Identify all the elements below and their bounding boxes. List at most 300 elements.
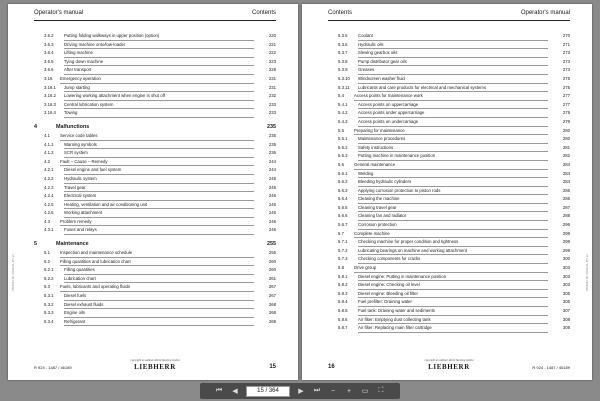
toc-entry-number: 5.1 xyxy=(44,250,50,256)
header-right-text: Operator's manual xyxy=(520,10,570,16)
toc-entry-number: 4.2 xyxy=(44,158,50,164)
toc-entry-title: Access points under uppercarriage xyxy=(358,109,548,118)
toc-entry[interactable] xyxy=(34,132,276,141)
toc-entry-title: Jump starting xyxy=(64,84,254,93)
toc-entry-page: 288 xyxy=(562,213,570,219)
toc-entry-page: 228 xyxy=(268,67,276,73)
toc-entry-title: Tying down machine xyxy=(64,58,254,67)
toc-entry-page: 275 xyxy=(562,75,570,81)
toc-entry-title: Cleaning fan and radiator xyxy=(358,212,548,221)
toc-entry-page: 282 xyxy=(562,153,570,159)
header-right-text: Contents xyxy=(251,10,276,16)
toc-entry-page: 273 xyxy=(562,58,570,64)
toc-entry[interactable] xyxy=(328,161,570,170)
toc-entry-title: Lowering working attachment when engine is shut off xyxy=(64,92,254,101)
side-margin-text: 27015A / 00 / 2014-01-15 / en xyxy=(585,254,589,292)
toc-entry[interactable] xyxy=(34,309,276,318)
toc-entry-title: Filling quantities xyxy=(64,266,254,275)
toc-entry[interactable] xyxy=(34,84,276,93)
toc-entry-page: 268 xyxy=(268,310,276,316)
toc-entry-page: 287 xyxy=(562,204,570,210)
toc-entry[interactable] xyxy=(34,122,276,132)
toc-entry-page: 245 xyxy=(268,175,276,181)
toc-entry-page: 246 xyxy=(268,218,276,224)
toc-entry-page: 255 xyxy=(267,241,276,248)
toc-entry[interactable] xyxy=(328,307,570,316)
toc-entry-number: 5.8 xyxy=(338,265,344,271)
toc-entry-number: 3.16.3 xyxy=(44,101,56,107)
toc-entry-title: SCR system xyxy=(64,149,254,158)
toc-entry-number: 5.3.1 xyxy=(44,293,54,299)
toc-entry-number: 5.2.2 xyxy=(44,275,54,281)
toc-entry-number: 4.1.1 xyxy=(44,141,54,147)
toc-entry-number: 5.3.5 xyxy=(338,33,348,38)
toc-entry[interactable] xyxy=(34,209,276,218)
toc-entry-number: 5.7.1 xyxy=(338,239,348,245)
toc-entry-title: General maintenance xyxy=(354,161,548,170)
toc-entry-title: Diesel engine: Checking oil level xyxy=(358,281,548,290)
toc-entry-title: Cleaning travel gear xyxy=(358,204,548,213)
toc-entry-page: 286 xyxy=(562,196,570,202)
toc-entry-page: 308 xyxy=(562,325,570,331)
toc-entry-number: 5.8.3 xyxy=(338,290,348,296)
toc-entry-number: 3.16 xyxy=(44,75,53,81)
toc-entry-number: 5.3.11 xyxy=(338,84,350,90)
toc-entry[interactable] xyxy=(328,58,570,67)
toc-entry[interactable] xyxy=(328,316,570,325)
page-number-field[interactable]: 15 / 364 xyxy=(246,386,290,397)
toc-entry[interactable] xyxy=(34,292,276,301)
toc-entry-page: 235 xyxy=(267,123,276,130)
toc-entry-number: 5.8.6 xyxy=(338,316,348,322)
toc-entry-page: 233 xyxy=(268,101,276,107)
zoom-in-icon[interactable]: + xyxy=(346,387,352,395)
toc-entry-number: 4.2.4 xyxy=(44,193,54,199)
toc-entry-page: 271 xyxy=(562,41,570,47)
toc-entry-number: 5.3.6 xyxy=(338,41,348,47)
toc-entry[interactable] xyxy=(34,301,276,310)
toc-entry-number: 5.3.7 xyxy=(338,50,348,56)
header-left-text: Contents xyxy=(328,10,353,16)
toc-entry-title: Diesel engine and fuel system xyxy=(64,166,254,175)
toc-entry[interactable] xyxy=(34,92,276,101)
toc-entry-title: Malfunctions xyxy=(56,123,90,130)
toc-entry[interactable] xyxy=(328,75,570,84)
toc-entry[interactable] xyxy=(34,101,276,110)
page-header xyxy=(328,10,570,21)
toc-entry[interactable] xyxy=(328,170,570,179)
toc-entry-title: Bleeding hydraulic cylinders xyxy=(358,178,548,187)
toc-entry-page: 268 xyxy=(268,301,276,307)
toc-entry-page: 279 xyxy=(562,118,570,124)
toc-entry[interactable] xyxy=(328,101,570,110)
toc-entry-title: Cleaning the machine xyxy=(358,195,548,204)
toc-entry-number: 3.6.4 xyxy=(44,50,54,56)
toc-entry-number: 5.4.2 xyxy=(338,110,348,116)
toc-entry[interactable] xyxy=(328,281,570,290)
toc-entry-number: 3.16.1 xyxy=(44,84,56,90)
toc-entry-page: 244 xyxy=(268,158,276,164)
toc-entry-number: 4.2.5 xyxy=(44,201,54,207)
toc-entry[interactable] xyxy=(328,32,570,41)
toc-entry[interactable] xyxy=(34,239,276,249)
left-page xyxy=(8,4,298,380)
toc-entry-page: 267 xyxy=(268,284,276,290)
toc-entry-number: 5.3.8 xyxy=(338,58,348,64)
toc-entry[interactable] xyxy=(34,141,276,150)
toc-entry[interactable] xyxy=(328,212,570,221)
toc-entry-page: 260 xyxy=(268,258,276,264)
toc-entry-page: 233 xyxy=(268,110,276,116)
toc-entry-number: 5.3.10 xyxy=(338,75,350,81)
toc-entry-number: 5.7 xyxy=(338,230,344,236)
toc-entry[interactable] xyxy=(328,204,570,213)
toc-entry[interactable] xyxy=(328,221,570,230)
toc-entry-number: 5.8.4 xyxy=(338,299,348,305)
toc-entry-page: 299 xyxy=(562,239,570,245)
toc-entry-title: Hydraulic oils xyxy=(358,41,548,50)
toc-entry-number: 3.6.3 xyxy=(44,41,54,47)
toc-entry-title: Fuses and relays xyxy=(64,226,254,235)
toc-entry[interactable] xyxy=(328,187,570,196)
toc-entry-title: Maintenance xyxy=(56,241,89,248)
toc-entry[interactable] xyxy=(328,290,570,299)
toc-entry-page: 299 xyxy=(562,230,570,236)
toc-entry[interactable] xyxy=(34,49,276,58)
toc-entry-number: 5.7.3 xyxy=(338,256,348,262)
toc-entry-number: 5 xyxy=(34,241,37,248)
toc-entry-page: 277 xyxy=(562,101,570,107)
toc-entry-title: Engine oils xyxy=(64,309,254,318)
toc-entry-page: 307 xyxy=(562,308,570,313)
toc-entry-page: 281 xyxy=(562,144,570,150)
fullscreen-icon[interactable]: ⛶ xyxy=(378,387,384,394)
toc-entry-number: 4.3.1 xyxy=(44,227,54,233)
toc-entry[interactable] xyxy=(328,195,570,204)
toc-entry-page: 296 xyxy=(562,222,570,228)
toc-entry-number: 3.16.4 xyxy=(44,110,56,116)
toc-entry-number: 5.8.5 xyxy=(338,308,348,313)
toc-entry-number: 3.6.2 xyxy=(44,33,54,38)
toc-entry-title: Applying corrosion protection to piston rods xyxy=(358,187,548,196)
header-left-text: Operator's manual xyxy=(34,10,84,16)
toc-entry[interactable] xyxy=(328,41,570,50)
toc-entry-number: 5.6.7 xyxy=(338,222,348,228)
toc-entry-title: Diesel engine: Putting in maintenance position xyxy=(358,273,548,282)
toc-entry-page: 267 xyxy=(268,293,276,299)
toc-entry-page: 261 xyxy=(268,275,276,281)
toc-entry[interactable] xyxy=(328,230,570,239)
toc-entry-page: 231 xyxy=(268,75,276,81)
toc-entry-title: Maintenance procedures xyxy=(358,135,548,144)
table-of-contents xyxy=(34,32,276,326)
toc-entry[interactable] xyxy=(328,247,570,256)
toc-entry[interactable] xyxy=(328,127,570,136)
toc-entry-number: 5.6.3 xyxy=(338,187,348,193)
toc-entry-title: Lifting machine xyxy=(64,49,254,58)
toc-entry-number: 5.4 xyxy=(338,93,344,99)
toc-entry-number: 4.2.3 xyxy=(44,184,54,190)
fit-page-icon[interactable]: ▭ xyxy=(361,388,369,395)
toc-entry[interactable] xyxy=(34,283,276,292)
toc-entry-page: 269 xyxy=(268,318,276,324)
toc-entry[interactable] xyxy=(34,109,276,118)
liebherr-logo: LIEBHERR xyxy=(134,363,176,371)
last-page-icon[interactable]: ⏭ xyxy=(313,387,321,394)
toc-entry-title: Preparing for maintenance xyxy=(354,127,548,136)
toc-entry-title: Electrical system xyxy=(64,192,254,201)
toc-entry-number: 5.6 xyxy=(338,161,344,167)
toc-entry-page: 244 xyxy=(268,167,276,173)
toc-entry-title: Working attachment xyxy=(64,209,254,218)
right-page xyxy=(302,4,592,380)
toc-entry[interactable] xyxy=(34,32,276,41)
toc-entry-title: Checking machine for proper condition and tightness xyxy=(358,238,548,247)
page-footer xyxy=(34,358,276,370)
toc-entry[interactable] xyxy=(328,92,570,101)
toc-entry-page: 280 xyxy=(562,136,570,142)
toc-entry-title: Fuel tank: Draining water and sediments xyxy=(358,307,548,316)
toc-entry-title: Travel gear xyxy=(64,184,254,193)
toc-entry-title: Slewing gearbox oils xyxy=(358,49,548,58)
footer-document-id: R 924 - 1487 / 46189 xyxy=(34,365,72,370)
toc-entry-title: After transport xyxy=(64,66,254,75)
toc-entry-page: 305 xyxy=(562,290,570,296)
toc-entry-title: Problem remedy xyxy=(60,218,254,227)
toc-entry-number: 5.4.3 xyxy=(338,118,348,124)
toc-entry-number: 5.3.3 xyxy=(44,310,54,316)
toc-entry-title: Access points on undercarriage xyxy=(358,118,548,127)
toc-entry-number: 5.7.2 xyxy=(338,247,348,253)
toc-entry[interactable] xyxy=(34,166,276,175)
footer-copyright: copyright to Liebherr-Werk Nenzing GmbH xyxy=(130,359,180,362)
toc-entry-page: 308 xyxy=(562,316,570,322)
toc-entry[interactable] xyxy=(328,178,570,187)
toc-entry-number: 5.2.1 xyxy=(44,267,54,273)
toc-entry[interactable] xyxy=(328,66,570,75)
toc-entry[interactable] xyxy=(34,66,276,75)
toc-entry-title: Refrigerant xyxy=(64,318,254,327)
toc-entry[interactable] xyxy=(328,84,570,93)
toc-entry-page: 275 xyxy=(562,84,570,90)
toc-entry-page: 246 xyxy=(268,227,276,233)
toc-entry-title: Greases xyxy=(358,66,548,75)
toc-entry-title: Diesel exhaust fluids xyxy=(64,301,254,310)
toc-entry-number: 4.1.2 xyxy=(44,150,54,156)
toc-entry[interactable] xyxy=(34,226,276,235)
toc-entry-page: 299 xyxy=(562,247,570,253)
page-header xyxy=(34,10,276,21)
toc-entry-number: 5.3.9 xyxy=(338,67,348,73)
toc-entry-number: 5.6.1 xyxy=(338,170,348,176)
toc-entry-title: Diesel fuels xyxy=(64,292,254,301)
toc-entry-number: 5.8.1 xyxy=(338,273,348,279)
toc-entry-page: 222 xyxy=(268,50,276,56)
side-margin-text: 27015A / 00 / 2014-01-15 / en xyxy=(11,254,15,292)
toc-entry[interactable] xyxy=(328,264,570,273)
previous-page-icon[interactable]: ◀ xyxy=(232,388,238,395)
toc-entry-page: 278 xyxy=(562,110,570,116)
toc-entry-title: Central lubrication system xyxy=(64,101,254,110)
toc-entry[interactable] xyxy=(328,298,570,307)
toc-entry[interactable] xyxy=(34,275,276,284)
toc-entry[interactable] xyxy=(328,49,570,58)
toc-entry[interactable] xyxy=(328,255,570,264)
toc-entry-page: 245 xyxy=(268,184,276,190)
toc-entry-page: 231 xyxy=(268,84,276,90)
toc-entry-page: 284 xyxy=(562,170,570,176)
toc-entry-title: Fuel prefilter: Draining water xyxy=(358,298,548,307)
toc-entry-page: 232 xyxy=(268,93,276,99)
toc-entry-title: Driving machine onto/low-loader xyxy=(64,41,254,50)
next-page-icon[interactable]: ▶ xyxy=(298,388,304,395)
toc-entry-title: Lubricating bearings on machine and working attachment xyxy=(358,247,548,256)
toc-entry-title: Safety instructions xyxy=(358,144,548,153)
toc-entry-number: 5.5.3 xyxy=(338,153,348,159)
toc-entry-page: 260 xyxy=(268,267,276,273)
toc-entry-number: 4.2.1 xyxy=(44,167,54,173)
toc-entry-title: Diesel engine: Bleeding oil filter xyxy=(358,290,548,299)
toc-entry-page: 246 xyxy=(268,193,276,199)
toc-entry-page: 303 xyxy=(562,282,570,288)
toc-entry-number: 4.2.2 xyxy=(44,175,54,181)
toc-entry-number: 5.5 xyxy=(338,127,344,133)
toc-entry-number: 5.5.1 xyxy=(338,136,348,142)
toc-entry-number: 4.3 xyxy=(44,218,50,224)
toc-entry-title: Air filter: Replacing main filter cartridge xyxy=(358,324,548,333)
toc-entry[interactable] xyxy=(34,266,276,275)
toc-entry-title: Fuels, lubricants and operating fluids xyxy=(60,283,254,292)
toc-entry-title: Checking components for cracks xyxy=(358,255,548,264)
toc-entry-title: Putting machine in maintenance position xyxy=(358,152,548,161)
toc-entry-title: Complete machine xyxy=(354,230,548,239)
toc-entry-page: 246 xyxy=(268,210,276,216)
toc-entry-number: 5.3.2 xyxy=(44,301,54,307)
toc-entry-page: 220 xyxy=(268,33,276,38)
toc-entry[interactable] xyxy=(328,144,570,153)
toc-entry[interactable] xyxy=(34,75,276,84)
toc-entry-page: 284 xyxy=(562,179,570,185)
toc-entry-title: Lubrication chart xyxy=(64,275,254,284)
toc-entry[interactable] xyxy=(34,258,276,267)
toc-entry-page: 246 xyxy=(268,201,276,207)
toc-entry-number: 3.6.6 xyxy=(44,67,54,73)
toc-entry[interactable] xyxy=(34,175,276,184)
toc-entry-page: 303 xyxy=(562,273,570,279)
toc-entry-title: Drive group xyxy=(354,264,548,273)
toc-entry-page: 255 xyxy=(268,250,276,256)
toc-entry-number: 5.3 xyxy=(44,284,50,290)
toc-entry-page: 280 xyxy=(562,127,570,133)
toc-entry[interactable] xyxy=(328,152,570,161)
liebherr-logo: LIEBHERR xyxy=(428,363,470,371)
toc-entry[interactable] xyxy=(34,201,276,210)
toc-entry[interactable] xyxy=(328,238,570,247)
toc-entry-title: Towing xyxy=(64,109,254,118)
toc-entry-number: 5.3.4 xyxy=(44,318,54,324)
toc-entry-title: Pump distributor gear oils xyxy=(358,58,548,67)
toc-entry-page: 300 xyxy=(562,256,570,262)
zoom-out-icon[interactable]: − xyxy=(330,387,336,395)
toc-entry-title: Windscreen washer fluid xyxy=(358,75,548,84)
toc-entry-title: Lubricants and care products for electrical and mechanical systems xyxy=(358,84,548,93)
toc-entry[interactable] xyxy=(34,218,276,227)
toc-entry-number: 4.2.6 xyxy=(44,210,54,216)
first-page-icon[interactable]: ⏮ xyxy=(215,387,223,394)
toc-entry-title: Access points for maintenance work xyxy=(354,92,548,101)
toc-entry-page: 277 xyxy=(562,93,570,99)
toc-entry-number: 5.6.5 xyxy=(338,204,348,210)
toc-entry-page: 286 xyxy=(562,187,570,193)
toc-entry-title: Welding xyxy=(358,170,548,179)
toc-entry-number: 5.5.2 xyxy=(338,144,348,150)
toc-entry[interactable] xyxy=(328,135,570,144)
toc-entry-page: 270 xyxy=(562,33,570,38)
viewer-toolbar xyxy=(200,383,400,399)
toc-entry-page: 235 xyxy=(268,132,276,138)
toc-entry[interactable] xyxy=(34,158,276,167)
toc-entry-page: 235 xyxy=(268,141,276,147)
table-of-contents xyxy=(328,32,570,333)
toc-entry-page: 303 xyxy=(562,265,570,271)
footer-copyright: copyright to Liebherr-Werk Nenzing GmbH xyxy=(424,359,474,362)
toc-entry[interactable] xyxy=(328,324,570,333)
toc-entry[interactable] xyxy=(34,318,276,327)
toc-entry-page: 273 xyxy=(562,50,570,56)
toc-entry-title: Air filter: Emptying dust collecting tank xyxy=(358,316,548,325)
toc-entry-number: 4 xyxy=(34,123,37,130)
toc-entry-title: Fault – Cause – Remedy xyxy=(60,158,254,167)
toc-entry-title: Heating, ventilation and air conditioning unit xyxy=(64,201,254,210)
toc-entry-number: 4.1 xyxy=(44,132,50,138)
toc-entry-number: 5.4.1 xyxy=(338,101,348,107)
toc-entry-number: 5.6.6 xyxy=(338,213,348,219)
toc-entry-title: Access points on uppercarriage xyxy=(358,101,548,110)
footer-document-id: R 924 - 1487 / 46189 xyxy=(532,365,570,370)
toc-entry-page: 305 xyxy=(562,299,570,305)
toc-entry-number: 5.2 xyxy=(44,258,50,264)
toc-entry[interactable] xyxy=(34,41,276,50)
toc-entry[interactable] xyxy=(34,249,276,258)
toc-entry[interactable] xyxy=(328,109,570,118)
toc-entry-title: Putting folding walkways in upper position (option) xyxy=(64,32,254,41)
toc-entry-page: 223 xyxy=(268,58,276,64)
toc-entry[interactable] xyxy=(328,273,570,282)
toc-entry-page: 221 xyxy=(268,41,276,47)
toc-entry-page: 236 xyxy=(268,150,276,156)
page-number: 16 xyxy=(328,364,335,370)
toc-entry-title: Inspection and maintenance schedule xyxy=(60,249,254,258)
toc-entry-number: 5.6.2 xyxy=(338,179,348,185)
toc-entry-page: 273 xyxy=(562,67,570,73)
toc-entry-title: Warning symbols xyxy=(64,141,254,150)
toc-entry-title: Service code tables xyxy=(60,132,254,141)
toc-entry[interactable] xyxy=(34,184,276,193)
toc-entry-number: 5.8.7 xyxy=(338,325,348,331)
toc-entry[interactable] xyxy=(34,149,276,158)
toc-entry[interactable] xyxy=(34,192,276,201)
page-number: 15 xyxy=(269,364,276,370)
page-footer xyxy=(328,358,570,370)
toc-entry[interactable] xyxy=(34,58,276,67)
toc-entry-number: 5.8.2 xyxy=(338,282,348,288)
toc-entry-page: 284 xyxy=(562,161,570,167)
toc-entry-title: Hydraulic system xyxy=(64,175,254,184)
toc-entry-title: Filling quantities and lubrication chart xyxy=(60,258,254,267)
toc-entry-title: Corrosion protection xyxy=(358,221,548,230)
toc-entry[interactable] xyxy=(328,118,570,127)
toc-entry-number: 5.6.4 xyxy=(338,196,348,202)
